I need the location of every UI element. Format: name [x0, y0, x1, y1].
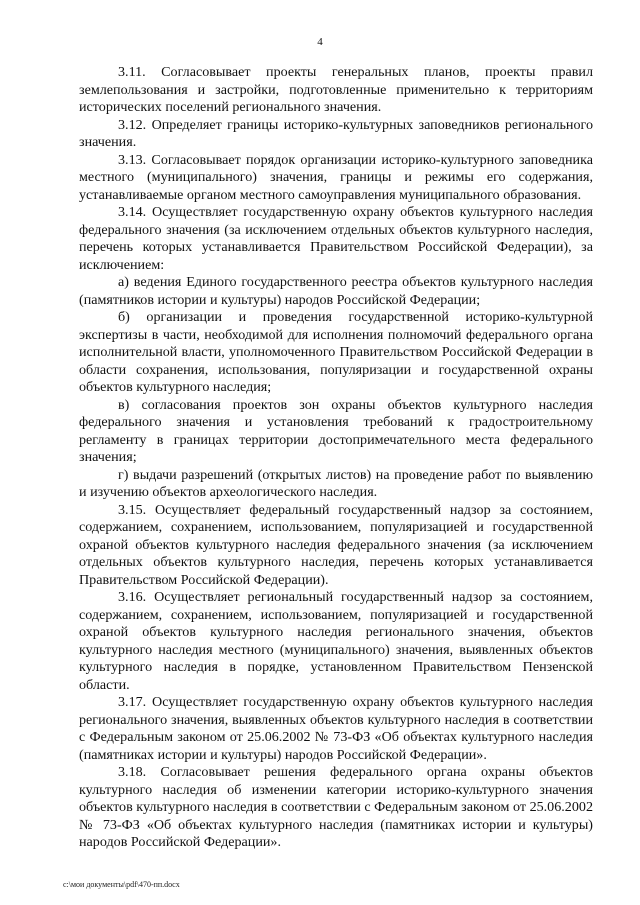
paragraph-3-16: 3.16. Осуществляет региональный государственный надзор за состоянием, содержанием, сохранением, использованием, популяризацией и государственной охраной объектов культурного наследия регионального значения, объектов культурного наследия местного (муниципального) значения, выявленных объектов культурного наследия в порядке, установленном Правительством Пензенской области. [79, 589, 593, 693]
paragraph-3-13: 3.13. Согласовывает порядок организации историко-культурного заповедника местного (муниципального) значения, границы и режимы его содержания, устанавливаемые органом местного самоуправления муниципального образования. [79, 151, 593, 203]
paragraph-3-14-g: г) выдачи разрешений (открытых листов) на проведение работ по выявлению и изучению объектов археологического наследия. [79, 466, 593, 500]
paragraph-3-14: 3.14. Осуществляет государственную охрану объектов культурного наследия федерального значения (за исключением отдельных объектов культурного наследия, перечень которых устанавливается Правительством Российской Федерации), за исключением: [79, 204, 593, 273]
footer-file-path: c:\мои документы\pdf\470-пп.docx [63, 880, 180, 889]
paragraph-3-15: 3.15. Осуществляет федеральный государственный надзор за состоянием, содержанием, сохранением, использованием, популяризацией и государственной охраной объектов культурного наследия федерального значения (за исключением отдельных объектов культурного наследия, перечень которых устанавливается Правительством Российской Федерации). [79, 501, 593, 588]
paragraph-3-12: 3.12. Определяет границы историко-культурных заповедников регионального значения. [79, 116, 593, 150]
paragraph-3-11: 3.11. Согласовывает проекты генеральных планов, проекты правил землепользования и застройки, подготовленные применительно к территориям исторических поселений регионального значения. [79, 64, 593, 115]
document-body [79, 64, 593, 852]
page-number: 4 [317, 36, 323, 48]
paragraph-3-18: 3.18. Согласовывает решения федерального органа охраны объектов культурного наследия об изменении категории историко-культурного значения объектов культурного наследия в соответствии с Федеральным законом от 25.06.2002 № 73-ФЗ «Об объектах культурного наследия (памятниках истории и культуры) народов Российской Федерации». [79, 764, 593, 850]
paragraph-3-17: 3.17. Осуществляет государственную охрану объектов культурного наследия регионального значения, выявленных объектов культурного наследия в соответствии с Федеральным законом от 25.06.2002 № 73-ФЗ «Об объектах культурного наследия (памятниках истории и культуры) народов Российской Федерации». [79, 694, 593, 763]
paragraph-3-14-b: б) организации и проведения государственной историко-культурной экспертизы в части, необходимой для исполнения полномочий федерального органа исполнительной власти, уполномоченного Правительством Российской Федерации в области сохранения, использования, популяризации и государственной охраны объектов культурного наследия; [79, 309, 593, 395]
paragraph-3-14-v: в) согласования проектов зон охраны объектов культурного наследия федерального значения и установления требований к градостроительному регламенту в границах территории достопримечательного места федерального значения; [79, 396, 593, 465]
paragraph-3-14-a: а) ведения Единого государственного реестра объектов культурного наследия (памятников истории и культуры) народов Российской Федерации; [79, 274, 593, 308]
